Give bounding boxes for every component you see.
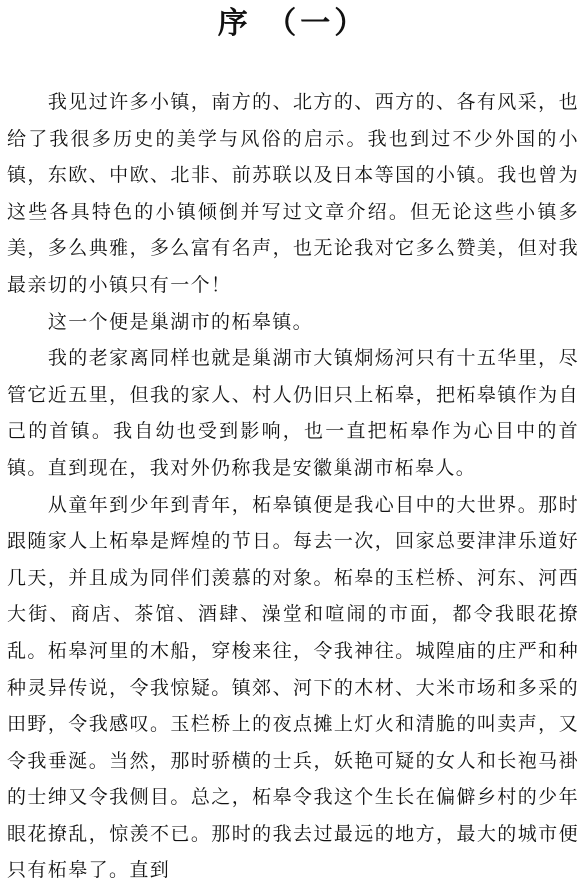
page-title: 序 （一） bbox=[217, 6, 369, 41]
paragraph: 我见过许多小镇，南方的、北方的、西方的、各有风采，也给了我很多历史的美学与风俗的启示。我也到过不少外国的小镇，东欧、中欧、北非、前苏联以及日本等国的小镇。我也曾为这些各具特色的小镇倾倒并写过文章介绍。但无论这些小镇多美，多么典雅，多么富有名声，也无论我对它多么赞美，但对我最亲切的小镇只有一个！ bbox=[7, 91, 579, 296]
body-text bbox=[7, 84, 579, 889]
paragraph: 我的老家离同样也就是巢湖市大镇烔炀河只有十五华里，尽管它近五里，但我的家人、村人仍旧只上柘皋，把柘皋镇作为自己的首镇。我自幼也受到影响，也一直把柘皋作为心目中的首镇。直到现在，我对外仍称我是安徽巢湖市柘皋人。 bbox=[7, 347, 579, 479]
paragraph: 从童年到少年到青年，柘皋镇便是我心目中的大世界。那时跟随家人上柘皋是辉煌的节日。每去一次，回家总要津津乐道好几天，并且成为同伴们羡慕的对象。柘皋的玉栏桥、河东、河西大街、商店、茶馆、酒肆、澡堂和喧闹的市面，都令我眼花撩乱。柘皋河里的木船，穿梭来往，令我神往。城隍庙的庄严和种种灵异传说，令我惊疑。镇郊、河下的木材、大米市场和多采的田野，令我感叹。玉栏桥上的夜点摊上灯火和清脆的叫卖声，又令我垂涎。当然，那时骄横的士兵，妖艳可疑的女人和长袍马褂的士绅又令我侧目。总之，柘皋令我这个生长在偏僻乡村的少年眼花撩乱，惊羡不已。那时的我去过最远的地方，最大的城市便只有柘皋了。直到 bbox=[7, 493, 579, 882]
paragraph: 这一个便是巢湖市的柘皋镇。 bbox=[47, 310, 314, 333]
